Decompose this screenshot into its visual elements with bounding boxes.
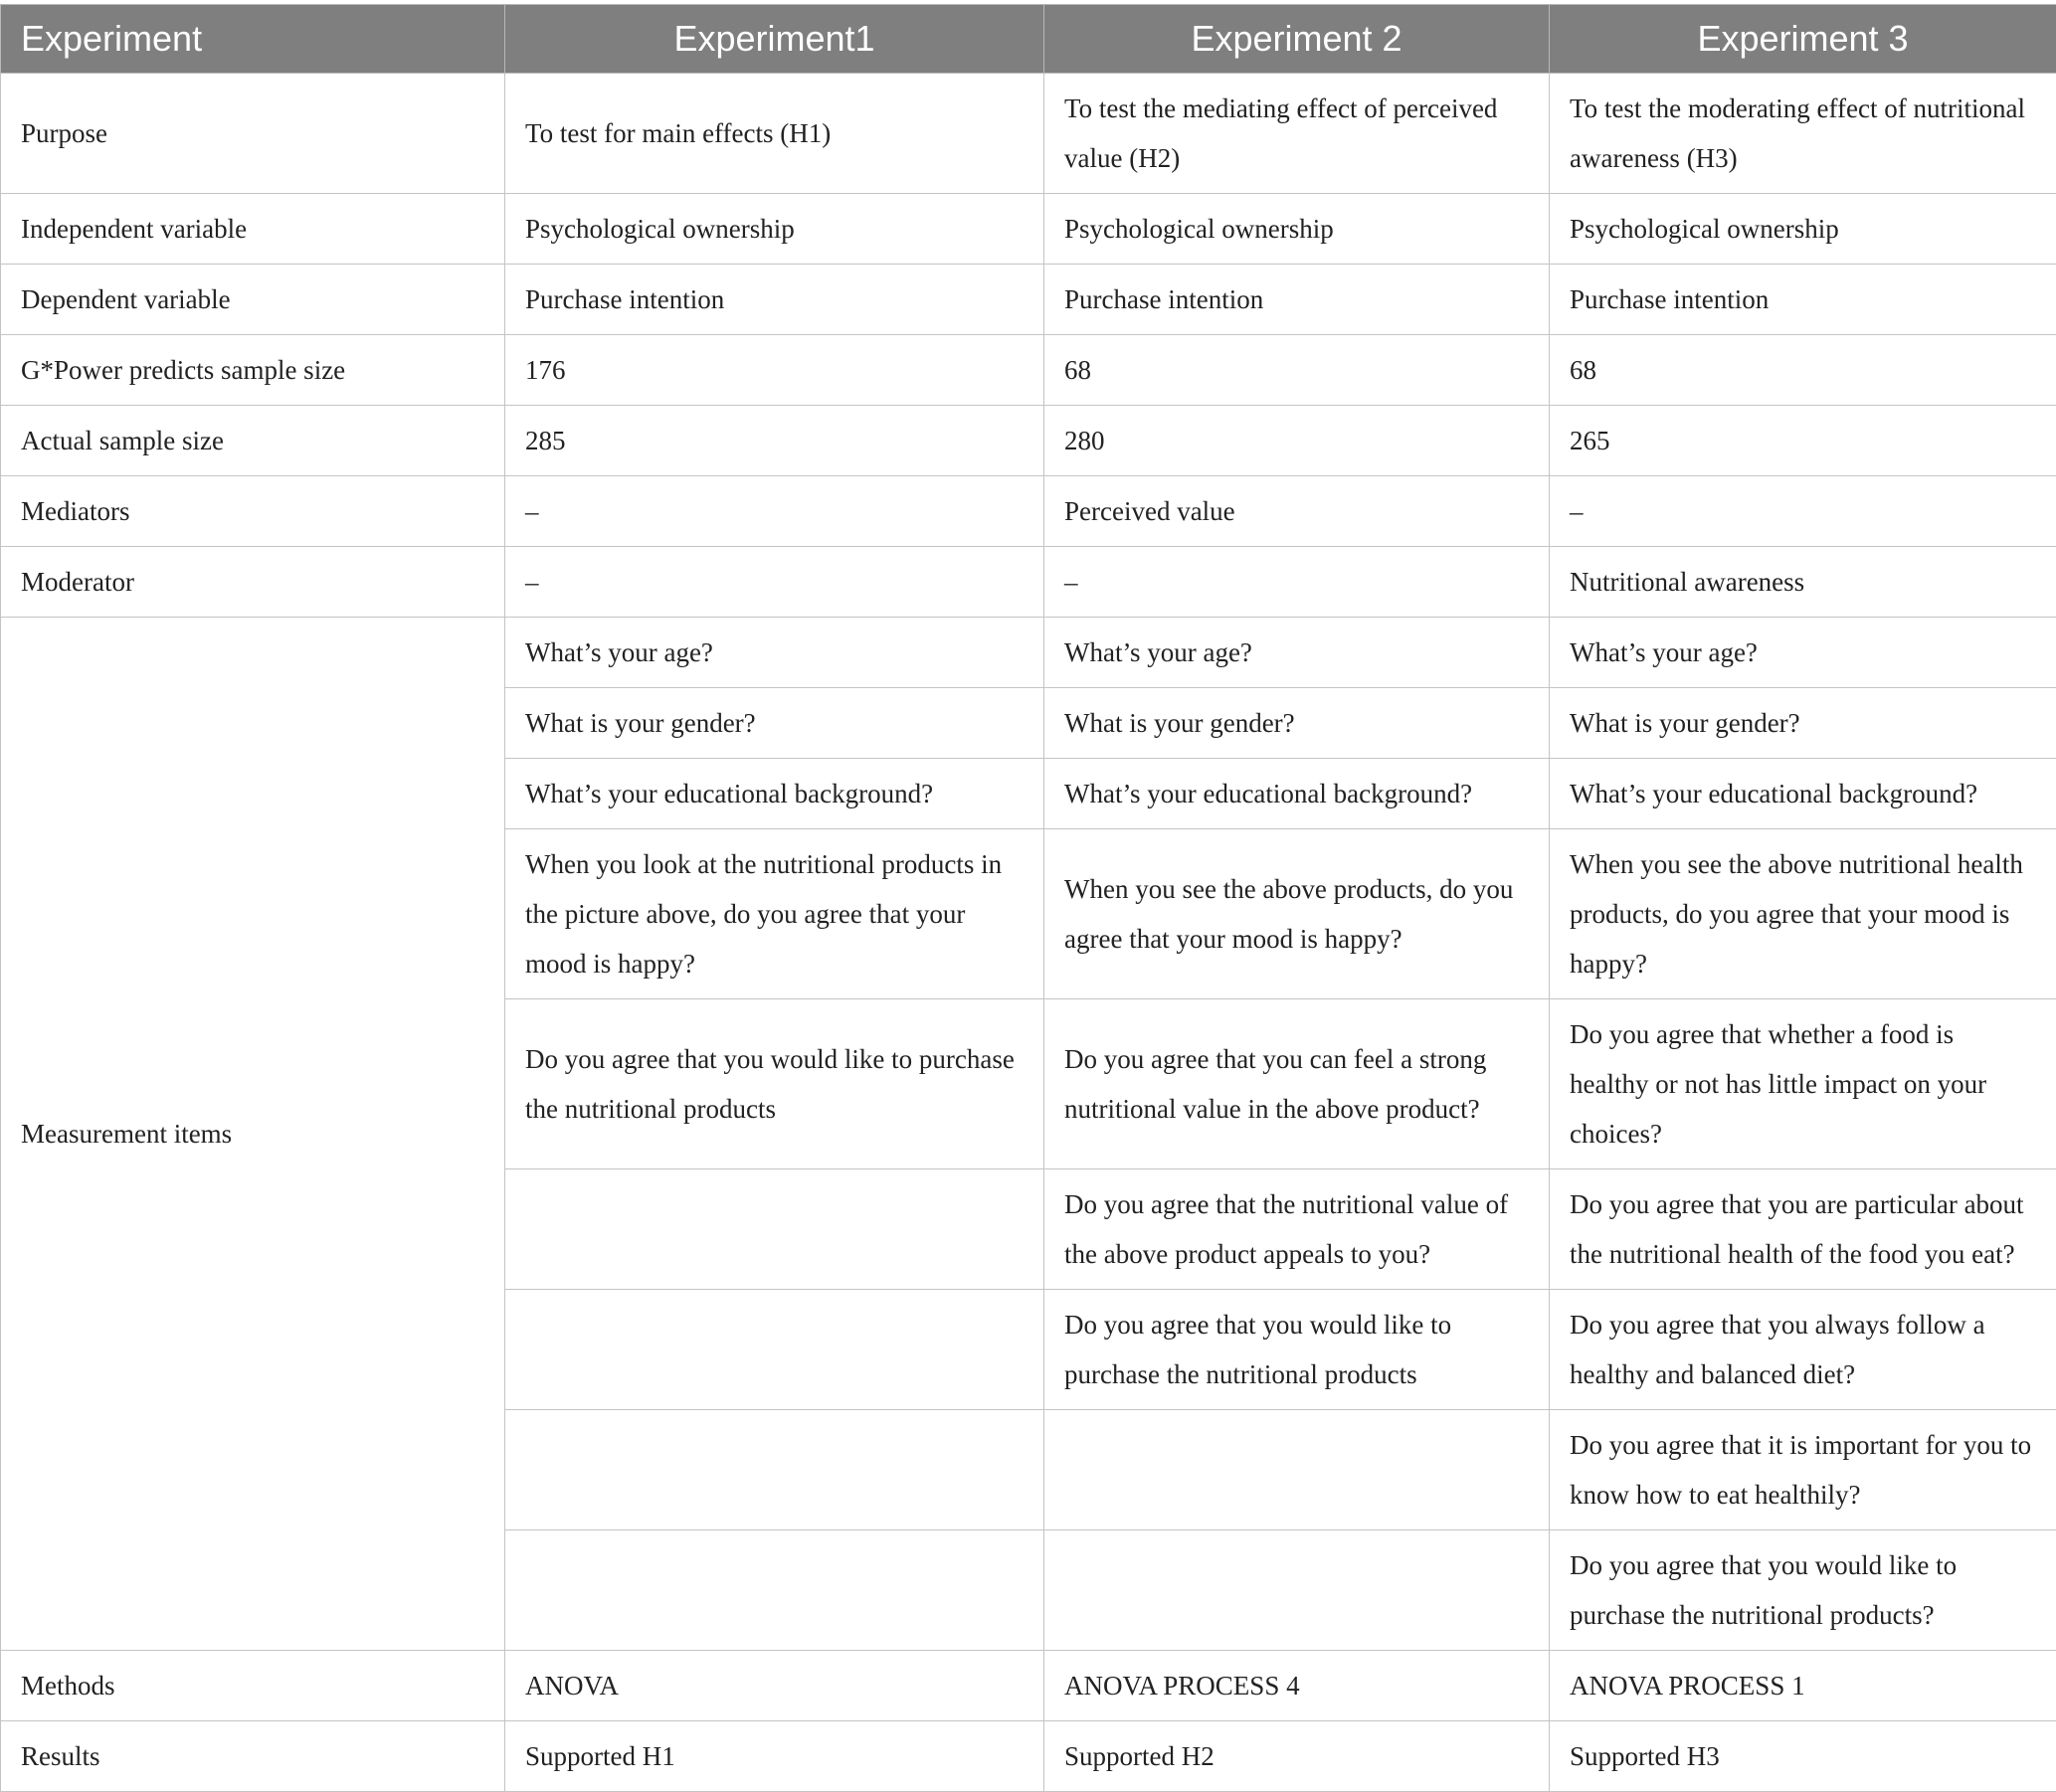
measurement-cell: What’s your educational background? (1550, 759, 2056, 829)
table-cell: 285 (505, 406, 1044, 476)
measurement-cell: What’s your age? (505, 618, 1044, 688)
measurement-cell (505, 1530, 1044, 1651)
table-cell: Psychological ownership (1044, 194, 1550, 265)
table-cell: Supported H2 (1044, 1721, 1550, 1792)
experiment-table (0, 4, 2056, 1792)
table-row (1, 265, 2056, 335)
header-cell: Experiment (1, 5, 505, 74)
table-row (1, 406, 2056, 476)
row-label: Purpose (1, 74, 505, 194)
row-label: G*Power predicts sample size (1, 335, 505, 406)
row-label: Actual sample size (1, 406, 505, 476)
measurement-cell: What’s your age? (1044, 618, 1550, 688)
measurement-cell: When you look at the nutritional products in the picture above, do you agree that your mood is happy? (505, 829, 1044, 999)
measurement-cell: What’s your educational background? (505, 759, 1044, 829)
measurement-cell: What’s your educational background? (1044, 759, 1550, 829)
table-row (1, 194, 2056, 265)
measurement-cell (505, 1290, 1044, 1410)
table-cell: 280 (1044, 406, 1550, 476)
table-cell: Psychological ownership (505, 194, 1044, 265)
measurement-cell: Do you agree that whether a food is healthy or not has little impact on your choices? (1550, 999, 2056, 1169)
measurement-cell (1044, 1410, 1550, 1530)
table-cell: To test the mediating effect of perceived value (H2) (1044, 74, 1550, 194)
table-cell: Purchase intention (1550, 265, 2056, 335)
row-label: Results (1, 1721, 505, 1792)
measurement-cell: What is your gender? (1550, 688, 2056, 759)
table-cell: Purchase intention (505, 265, 1044, 335)
measurement-cell: Do you agree that you are particular about the nutritional health of the food you eat? (1550, 1169, 2056, 1290)
row-label: Dependent variable (1, 265, 505, 335)
table-cell: 265 (1550, 406, 2056, 476)
measurement-cell: Do you agree that you would like to purchase the nutritional products (505, 999, 1044, 1169)
measurement-cell: Do you agree that the nutritional value of the above product appeals to you? (1044, 1169, 1550, 1290)
table-cell: – (505, 547, 1044, 618)
table-row (1, 1721, 2056, 1792)
table-cell: – (505, 476, 1044, 547)
measurement-cell (1044, 1530, 1550, 1651)
header-cell: Experiment 3 (1550, 5, 2056, 74)
table-row (1, 1651, 2056, 1721)
measurement-cell: Do you agree that it is important for you to know how to eat healthily? (1550, 1410, 2056, 1530)
measurement-cell: What is your gender? (1044, 688, 1550, 759)
table-cell: – (1550, 476, 2056, 547)
measurement-cell: Do you agree that you would like to purchase the nutritional products (1044, 1290, 1550, 1410)
measurement-cell: Do you agree that you always follow a healthy and balanced diet? (1550, 1290, 2056, 1410)
table-row (1, 335, 2056, 406)
table-cell: ANOVA PROCESS 4 (1044, 1651, 1550, 1721)
measurement-cell: What is your gender? (505, 688, 1044, 759)
table-cell: 176 (505, 335, 1044, 406)
table-cell: Supported H3 (1550, 1721, 2056, 1792)
measurement-cell (505, 1169, 1044, 1290)
measurement-cell: Do you agree that you would like to purchase the nutritional products? (1550, 1530, 2056, 1651)
table-row (1, 547, 2056, 618)
table-cell: Supported H1 (505, 1721, 1044, 1792)
table-row (1, 74, 2056, 194)
table-cell: ANOVA PROCESS 1 (1550, 1651, 2056, 1721)
table-row (1, 476, 2056, 547)
table-cell: ANOVA (505, 1651, 1044, 1721)
table-cell: 68 (1550, 335, 2056, 406)
header-cell: Experiment1 (505, 5, 1044, 74)
table-cell: To test the moderating effect of nutritional awareness (H3) (1550, 74, 2056, 194)
measurement-label: Measurement items (1, 618, 505, 1651)
row-label: Moderator (1, 547, 505, 618)
measurement-cell: When you see the above nutritional health products, do you agree that your mood is happy? (1550, 829, 2056, 999)
row-label: Methods (1, 1651, 505, 1721)
measurement-cell: Do you agree that you can feel a strong nutritional value in the above product? (1044, 999, 1550, 1169)
row-label: Independent variable (1, 194, 505, 265)
measurement-cell: When you see the above products, do you agree that your mood is happy? (1044, 829, 1550, 999)
header-cell: Experiment 2 (1044, 5, 1550, 74)
table-cell: Purchase intention (1044, 265, 1550, 335)
measurement-cell (505, 1410, 1044, 1530)
table-cell: Nutritional awareness (1550, 547, 2056, 618)
table-cell: – (1044, 547, 1550, 618)
table-cell: To test for main effects (H1) (505, 74, 1044, 194)
header-row (1, 5, 2056, 74)
row-label: Mediators (1, 476, 505, 547)
table-cell: Psychological ownership (1550, 194, 2056, 265)
table-cell: 68 (1044, 335, 1550, 406)
table-cell: Perceived value (1044, 476, 1550, 547)
measurement-cell: What’s your age? (1550, 618, 2056, 688)
measurement-row (1, 618, 2056, 688)
